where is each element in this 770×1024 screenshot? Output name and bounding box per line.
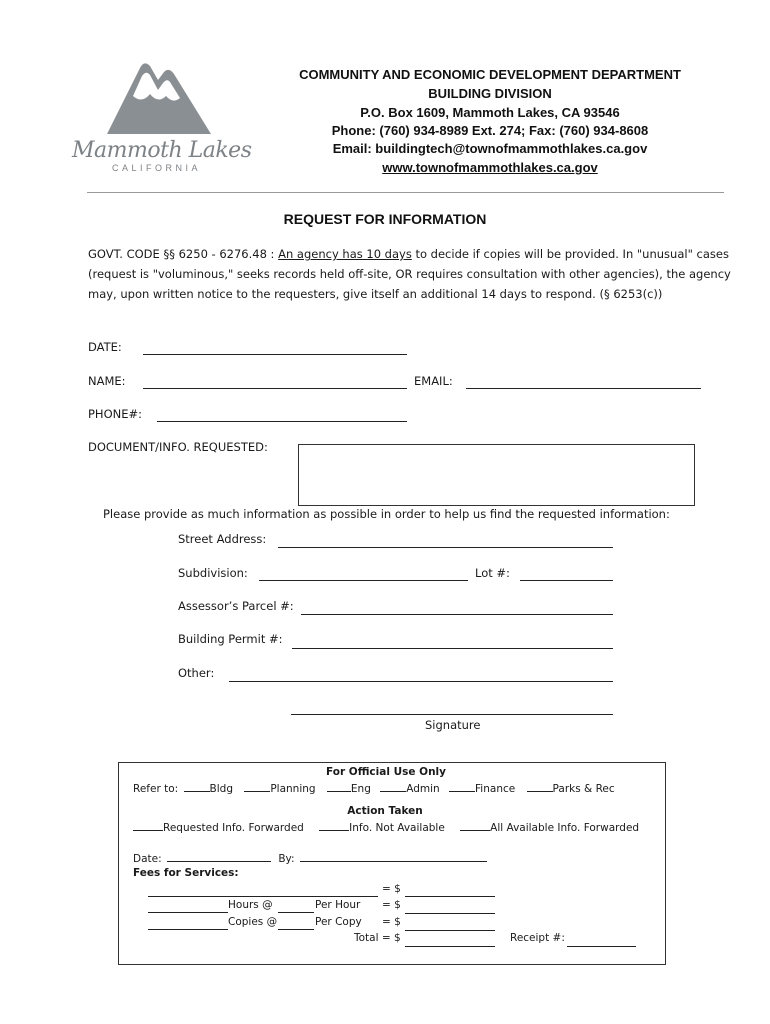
phone-field[interactable] (157, 421, 407, 422)
intro-deadline: An agency has 10 days (278, 247, 412, 261)
action-title: Action Taken (347, 805, 423, 817)
hours-label: Hours @ (228, 899, 273, 911)
official-by-field[interactable] (300, 851, 487, 862)
website-link[interactable]: www.townofmammothlakes.ca.gov (382, 160, 598, 175)
logo-state: CALIFORNIA (112, 163, 202, 173)
division-title: BUILDING DIVISION (428, 86, 552, 101)
per-hour-label: Per Hour (315, 899, 361, 911)
street-field[interactable] (278, 547, 613, 548)
official-date-label: Date: (133, 853, 162, 865)
lot-label: Lot #: (475, 566, 510, 580)
parcel-label: Assessor’s Parcel #: (178, 599, 294, 613)
official-by-label: By: (278, 853, 295, 865)
refer-planning: Planning (270, 783, 316, 795)
action-all-forwarded: All Available Info. Forwarded (490, 822, 640, 834)
page-title: REQUEST FOR INFORMATION (283, 211, 487, 227)
fee-eq-1: = $ (382, 883, 401, 895)
action-not-available: Info. Not Available (349, 822, 445, 834)
refer-eng-blank[interactable] (327, 781, 351, 792)
fee-eq-3: = $ (382, 916, 401, 928)
intro-rest: to decide if copies will be provided. In "unusual" cases (411, 247, 729, 261)
logo-brand: Mammoth Lakes (72, 138, 252, 163)
name-label: NAME: (88, 374, 126, 388)
town-logo (70, 58, 255, 178)
phone-fax: Phone: (760) 934-8989 Ext. 274; Fax: (760) 934-8608 (331, 123, 649, 138)
other-field[interactable] (229, 681, 613, 682)
intro-line2: (request is "voluminous," seeks records held off-site, OR requires consultation with other agencies), the agency (88, 267, 731, 281)
intro-lead: GOVT. CODE §§ 6250 - 6276.48 : (88, 247, 279, 261)
date-by-row (133, 851, 487, 865)
contact-email: Email: buildingtech@townofmammothlakes.ca.gov (332, 141, 648, 156)
fee-amount-3[interactable] (405, 930, 495, 931)
receipt-label: Receipt #: (510, 932, 565, 944)
subdivision-label: Subdivision: (178, 566, 248, 580)
refer-planning-blank[interactable] (244, 781, 270, 792)
refer-bldg-blank[interactable] (184, 781, 210, 792)
action-all-forwarded-blank[interactable] (460, 820, 490, 831)
official-date-field[interactable] (167, 851, 271, 862)
date-label: DATE: (88, 340, 122, 354)
signature-field[interactable] (291, 714, 613, 715)
fee-amount-1[interactable] (405, 896, 495, 897)
hour-rate-field[interactable] (278, 912, 314, 913)
email-field[interactable] (466, 388, 701, 389)
signature-label: Signature (425, 718, 481, 732)
subdivision-field[interactable] (259, 580, 468, 581)
refer-label: Refer to: (133, 783, 179, 795)
official-title: For Official Use Only (326, 766, 446, 778)
email-label: EMAIL: (414, 374, 453, 388)
dept-title: COMMUNITY AND ECONOMIC DEVELOPMENT DEPARTMENT (299, 67, 681, 82)
action-row (133, 820, 639, 834)
refer-finance-blank[interactable] (449, 781, 475, 792)
name-field[interactable] (143, 388, 407, 389)
permit-field[interactable] (292, 648, 613, 649)
phone-label: PHONE#: (88, 407, 143, 421)
date-field[interactable] (143, 354, 407, 355)
action-forwarded: Requested Info. Forwarded (163, 822, 304, 834)
street-label: Street Address: (178, 532, 267, 546)
action-not-available-blank[interactable] (319, 820, 349, 831)
copies-label: Copies @ (228, 916, 278, 928)
refer-parks: Parks & Rec (552, 783, 615, 795)
per-copy-label: Per Copy (315, 916, 362, 928)
document-requested-box[interactable] (298, 444, 695, 506)
total-label: Total = $ (354, 932, 401, 944)
fee-eq-2: = $ (382, 899, 401, 911)
fee-description-field[interactable] (148, 896, 378, 897)
refer-eng: Eng (350, 783, 371, 795)
refer-parks-blank[interactable] (527, 781, 553, 792)
document-label: DOCUMENT/INFO. REQUESTED: (88, 440, 268, 454)
intro-paragraph (88, 244, 731, 304)
refer-bldg: Bldg (209, 783, 233, 795)
header-divider (87, 192, 724, 193)
refer-admin-blank[interactable] (380, 781, 406, 792)
other-label: Other: (178, 666, 215, 680)
receipt-field[interactable] (567, 946, 636, 947)
copy-rate-field[interactable] (278, 929, 314, 930)
lot-field[interactable] (520, 580, 613, 581)
provide-note: Please provide as much information as possible in order to help us find the requested information: (103, 507, 670, 521)
intro-line3: may, upon written notice to the requesters, give itself an additional 14 days to respond. (§ 6253(c)) (88, 287, 663, 301)
action-forwarded-blank[interactable] (133, 820, 163, 831)
hours-field[interactable] (148, 912, 228, 913)
parcel-field[interactable] (301, 614, 613, 615)
refer-admin: Admin (406, 783, 440, 795)
fees-label: Fees for Services: (133, 867, 239, 879)
refer-finance: Finance (475, 783, 516, 795)
mountain-logo-icon (70, 58, 255, 143)
fee-amount-2[interactable] (405, 913, 495, 914)
total-field[interactable] (405, 946, 495, 947)
refer-row (133, 781, 615, 795)
permit-label: Building Permit #: (178, 632, 283, 646)
address: P.O. Box 1609, Mammoth Lakes, CA 93546 (360, 105, 620, 120)
copies-field[interactable] (148, 929, 228, 930)
